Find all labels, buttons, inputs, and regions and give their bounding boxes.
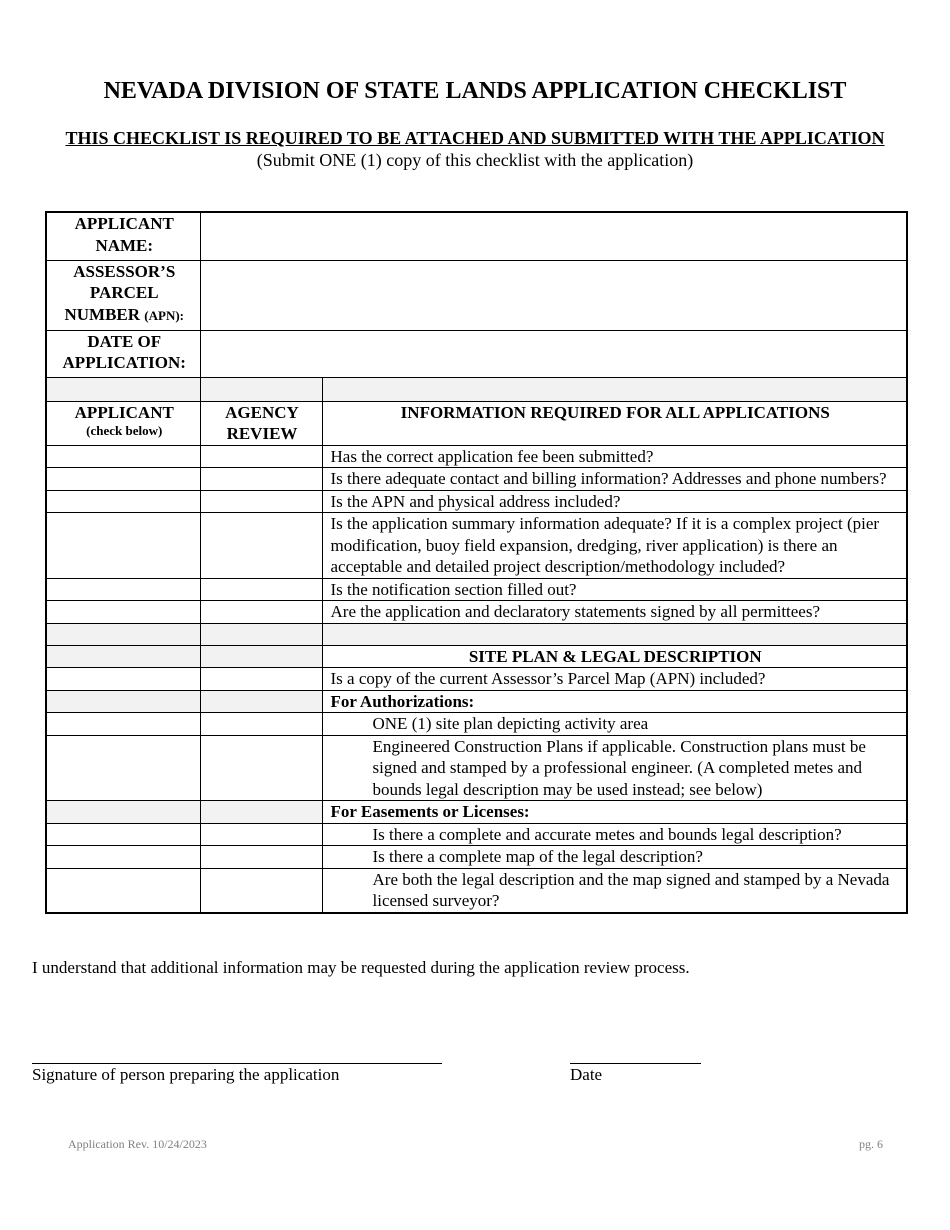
authorizations-label: For Authorizations: <box>322 690 907 713</box>
checklist-row <box>46 490 907 513</box>
agency-check-cell[interactable] <box>200 846 322 869</box>
agency-check-cell[interactable] <box>200 823 322 846</box>
date-line[interactable] <box>570 1063 701 1064</box>
applicant-column-title: APPLICANT <box>74 402 174 422</box>
applicant-check-cell[interactable] <box>46 578 200 601</box>
signature-label: Signature of person preparing the application <box>32 1065 340 1084</box>
checklist-item: Is the application summary information adequate? If it is a complex project (pier modification, buoy field expansion, dredging, river application) is there an acceptable and detailed project description/methodology included? <box>322 513 907 579</box>
signature-line[interactable] <box>32 1063 442 1064</box>
applicant-name-row <box>46 212 907 260</box>
agency-check-cell[interactable] <box>200 445 322 468</box>
checklist-row <box>46 868 907 913</box>
submission-note: (Submit ONE (1) copy of this checklist with the application) <box>256 150 694 170</box>
checklist-row <box>46 601 907 624</box>
agency-check-cell[interactable] <box>200 868 322 913</box>
site-plan-header-row <box>46 645 907 668</box>
checklist-item: Is a copy of the current Assessor’s Parcel Map (APN) included? <box>322 668 907 691</box>
checklist-item: ONE (1) site plan depicting activity area <box>322 713 907 736</box>
checklist-table <box>45 211 908 914</box>
applicant-check-cell[interactable] <box>46 668 200 691</box>
checklist-item: Is the notification section filled out? <box>322 578 907 601</box>
applicant-check-cell[interactable] <box>46 735 200 801</box>
agency-check-cell[interactable] <box>200 513 322 579</box>
easements-label: For Easements or Licenses: <box>322 801 907 824</box>
agency-check-cell[interactable] <box>200 713 322 736</box>
checklist-row <box>46 735 907 801</box>
apn-label-text: ASSESSOR’S PARCEL NUMBER <box>64 261 176 324</box>
agency-check-cell[interactable] <box>200 468 322 491</box>
applicant-check-cell[interactable] <box>46 468 200 491</box>
page-title: NEVADA DIVISION OF STATE LANDS APPLICATION CHECKLIST <box>103 78 847 104</box>
agency-check-cell[interactable] <box>200 601 322 624</box>
easements-label-row <box>46 801 907 824</box>
apn-abbrev: (APN): <box>144 307 185 323</box>
checklist-item: Is there a complete and accurate metes and bounds legal description? <box>322 823 907 846</box>
agency-check-cell[interactable] <box>200 578 322 601</box>
checklist-item: Is the APN and physical address included? <box>322 490 907 513</box>
applicant-check-cell[interactable] <box>46 713 200 736</box>
applicant-check-cell[interactable] <box>46 490 200 513</box>
agency-check-cell[interactable] <box>200 668 322 691</box>
date-label-bottom: Date <box>570 1065 603 1084</box>
applicant-check-cell[interactable] <box>46 601 200 624</box>
applicant-column-header <box>46 401 200 445</box>
agency-check-cell[interactable] <box>200 490 322 513</box>
apn-label <box>46 260 200 330</box>
agency-check-cell[interactable] <box>200 735 322 801</box>
checklist-item: Is there adequate contact and billing information? Addresses and phone numbers? <box>322 468 907 491</box>
checklist-item: Is there a complete map of the legal description? <box>322 846 907 869</box>
checklist-row <box>46 713 907 736</box>
apn-field[interactable] <box>200 260 907 330</box>
checklist-row <box>46 846 907 869</box>
site-plan-header: SITE PLAN & LEGAL DESCRIPTION <box>322 645 907 668</box>
date-field[interactable] <box>200 330 907 377</box>
checklist-item: Engineered Construction Plans if applicable. Construction plans must be signed and stamped by a professional engineer. (A completed metes and bounds legal description may be used instead; see below) <box>322 735 907 801</box>
checklist-row <box>46 823 907 846</box>
checklist-row <box>46 468 907 491</box>
applicant-check-cell[interactable] <box>46 445 200 468</box>
authorizations-label-row <box>46 690 907 713</box>
date-label: DATE OF APPLICATION: <box>46 330 200 377</box>
applicant-check-cell[interactable] <box>46 823 200 846</box>
checklist-requirement-notice: THIS CHECKLIST IS REQUIRED TO BE ATTACHED AND SUBMITTED WITH THE APPLICATION <box>65 128 885 148</box>
applicant-check-cell[interactable] <box>46 868 200 913</box>
checklist-row <box>46 445 907 468</box>
checklist-row <box>46 668 907 691</box>
applicant-name-field[interactable] <box>200 212 907 260</box>
footer-revision: Application Rev. 10/24/2023 <box>68 1137 207 1151</box>
applicant-check-cell[interactable] <box>46 846 200 869</box>
checklist-item: Are both the legal description and the map signed and stamped by a Nevada licensed surveyor? <box>322 868 907 913</box>
spacer-row <box>46 623 907 645</box>
all-applications-header: INFORMATION REQUIRED FOR ALL APPLICATIONS <box>322 401 907 445</box>
applicant-column-note: (check below) <box>86 423 163 438</box>
column-header-row <box>46 401 907 445</box>
applicant-name-label: APPLICANT NAME: <box>46 212 200 260</box>
apn-row <box>46 260 907 330</box>
acknowledgement-text: I understand that additional information may be requested during the application review process. <box>32 958 690 977</box>
applicant-check-cell[interactable] <box>46 513 200 579</box>
checklist-row <box>46 513 907 579</box>
checklist-item: Has the correct application fee been submitted? <box>322 445 907 468</box>
checklist-item: Are the application and declaratory statements signed by all permittees? <box>322 601 907 624</box>
spacer-row <box>46 377 907 401</box>
footer-page-number: pg. 6 <box>859 1137 883 1151</box>
agency-review-column-header: AGENCY REVIEW <box>200 401 322 445</box>
date-row <box>46 330 907 377</box>
checklist-row <box>46 578 907 601</box>
